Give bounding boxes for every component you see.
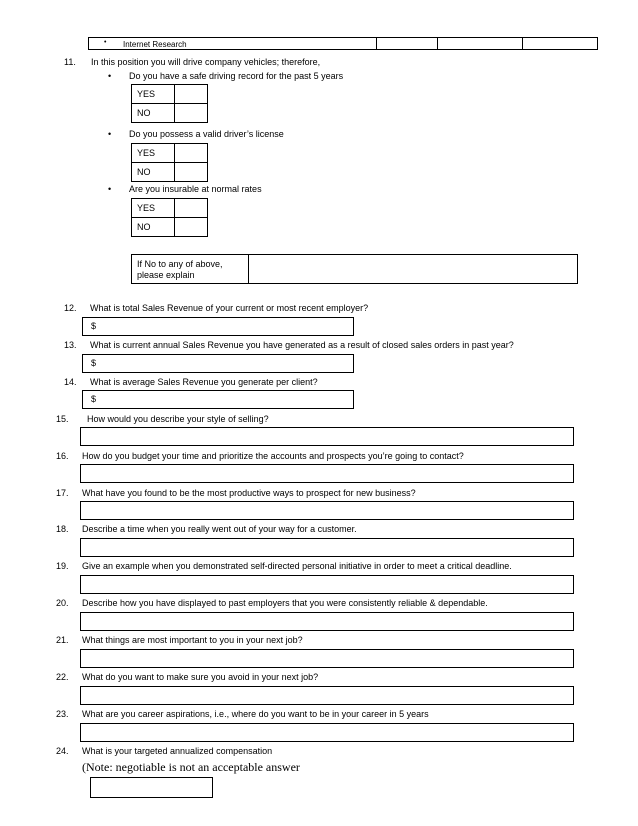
q16-text: How do you budget your time and prioritize the accounts and prospects you’re going to contact? — [82, 451, 464, 461]
q23-answer-input[interactable] — [80, 723, 574, 742]
q15-number: 15. — [56, 414, 69, 424]
q13-revenue-input[interactable]: $ — [82, 354, 354, 373]
q24-compensation-input[interactable] — [90, 777, 213, 798]
q17-answer-input[interactable] — [80, 501, 574, 520]
q12-number: 12. — [64, 303, 77, 313]
q11a-yes-no-table — [131, 84, 208, 123]
yes-label: YES — [132, 199, 175, 218]
q24-note: (Note: negotiable is not an acceptable answer — [82, 760, 300, 774]
yes-label: YES — [132, 144, 175, 163]
q11b-text: Do you possess a valid driver’s license — [129, 129, 284, 139]
q17-number: 17. — [56, 488, 69, 498]
q19-answer-input[interactable] — [80, 575, 574, 594]
q11c-yes-no-table — [131, 198, 208, 237]
q14-text: What is average Sales Revenue you generate per client? — [90, 377, 318, 387]
q15-text: How would you describe your style of selling? — [87, 414, 269, 424]
no-label: NO — [132, 163, 175, 182]
q20-text: Describe how you have displayed to past employers that you were consistently reliable & dependable. — [82, 598, 488, 608]
q17-text: What have you found to be the most productive ways to prospect for new business? — [82, 488, 416, 498]
q21-answer-input[interactable] — [80, 649, 574, 668]
q11c-text: Are you insurable at normal rates — [129, 184, 262, 194]
q11c-no-box[interactable] — [175, 218, 208, 237]
q23-number: 23. — [56, 709, 69, 719]
q19-text: Give an example when you demonstrated self-directed personal initiative in order to meet a critical deadline. — [82, 561, 512, 571]
q11b-yes-no-table — [131, 143, 208, 182]
no-label: NO — [132, 218, 175, 237]
q24-number: 24. — [56, 746, 69, 756]
q16-answer-input[interactable] — [80, 464, 574, 483]
q11-number: 11. — [64, 57, 76, 67]
q22-number: 22. — [56, 672, 69, 682]
q14-number: 14. — [64, 377, 77, 387]
q14-revenue-input[interactable]: $ — [82, 390, 354, 409]
q15-answer-input[interactable] — [80, 427, 574, 446]
q16-number: 16. — [56, 451, 69, 461]
q11b-yes-box[interactable] — [175, 144, 208, 163]
q18-number: 18. — [56, 524, 69, 534]
q21-number: 21. — [56, 635, 69, 645]
q13-number: 13. — [64, 340, 77, 350]
q24-text: What is your targeted annualized compensation — [82, 746, 273, 756]
bullet-icon: • — [108, 184, 112, 194]
q11a-no-box[interactable] — [175, 104, 208, 123]
q12-text: What is total Sales Revenue of your current or most recent employer? — [90, 303, 369, 313]
bullet-icon: • — [108, 71, 112, 81]
q20-number: 20. — [56, 598, 69, 608]
research-rating-cell-3[interactable] — [522, 37, 598, 50]
bullet-icon: • — [104, 39, 107, 46]
no-label: NO — [132, 104, 175, 123]
q22-text: What do you want to make sure you avoid in your next job? — [82, 672, 319, 682]
research-label: Internet Research — [123, 40, 187, 49]
q18-answer-input[interactable] — [80, 538, 574, 557]
q11c-yes-box[interactable] — [175, 199, 208, 218]
q20-answer-input[interactable] — [80, 612, 574, 631]
q18-text: Describe a time when you really went out of your way for a customer. — [82, 524, 357, 534]
q21-text: What things are most important to you in your next job? — [82, 635, 303, 645]
q22-answer-input[interactable] — [80, 686, 574, 705]
q23-text: What are you career aspirations, i.e., where do you want to be in your career in 5 years — [82, 709, 429, 719]
q11-explain-label-line1: If No to any of above, — [137, 259, 223, 269]
research-rating-cell-1[interactable] — [376, 37, 438, 50]
yes-label: YES — [132, 85, 175, 104]
q11-explain-label-line2: please explain — [137, 270, 195, 280]
q11a-text: Do you have a safe driving record for the past 5 years — [129, 71, 344, 81]
q13-text: What is current annual Sales Revenue you have generated as a result of closed sales orders in past year? — [90, 340, 514, 350]
q19-number: 19. — [56, 561, 69, 571]
q11a-yes-box[interactable] — [175, 85, 208, 104]
q11-explain-input[interactable] — [248, 254, 578, 284]
q12-revenue-input[interactable]: $ — [82, 317, 354, 336]
q11-text: In this position you will drive company vehicles; therefore, — [91, 57, 321, 67]
bullet-icon: • — [108, 129, 112, 139]
q11b-no-box[interactable] — [175, 163, 208, 182]
research-rating-cell-2[interactable] — [437, 37, 523, 50]
